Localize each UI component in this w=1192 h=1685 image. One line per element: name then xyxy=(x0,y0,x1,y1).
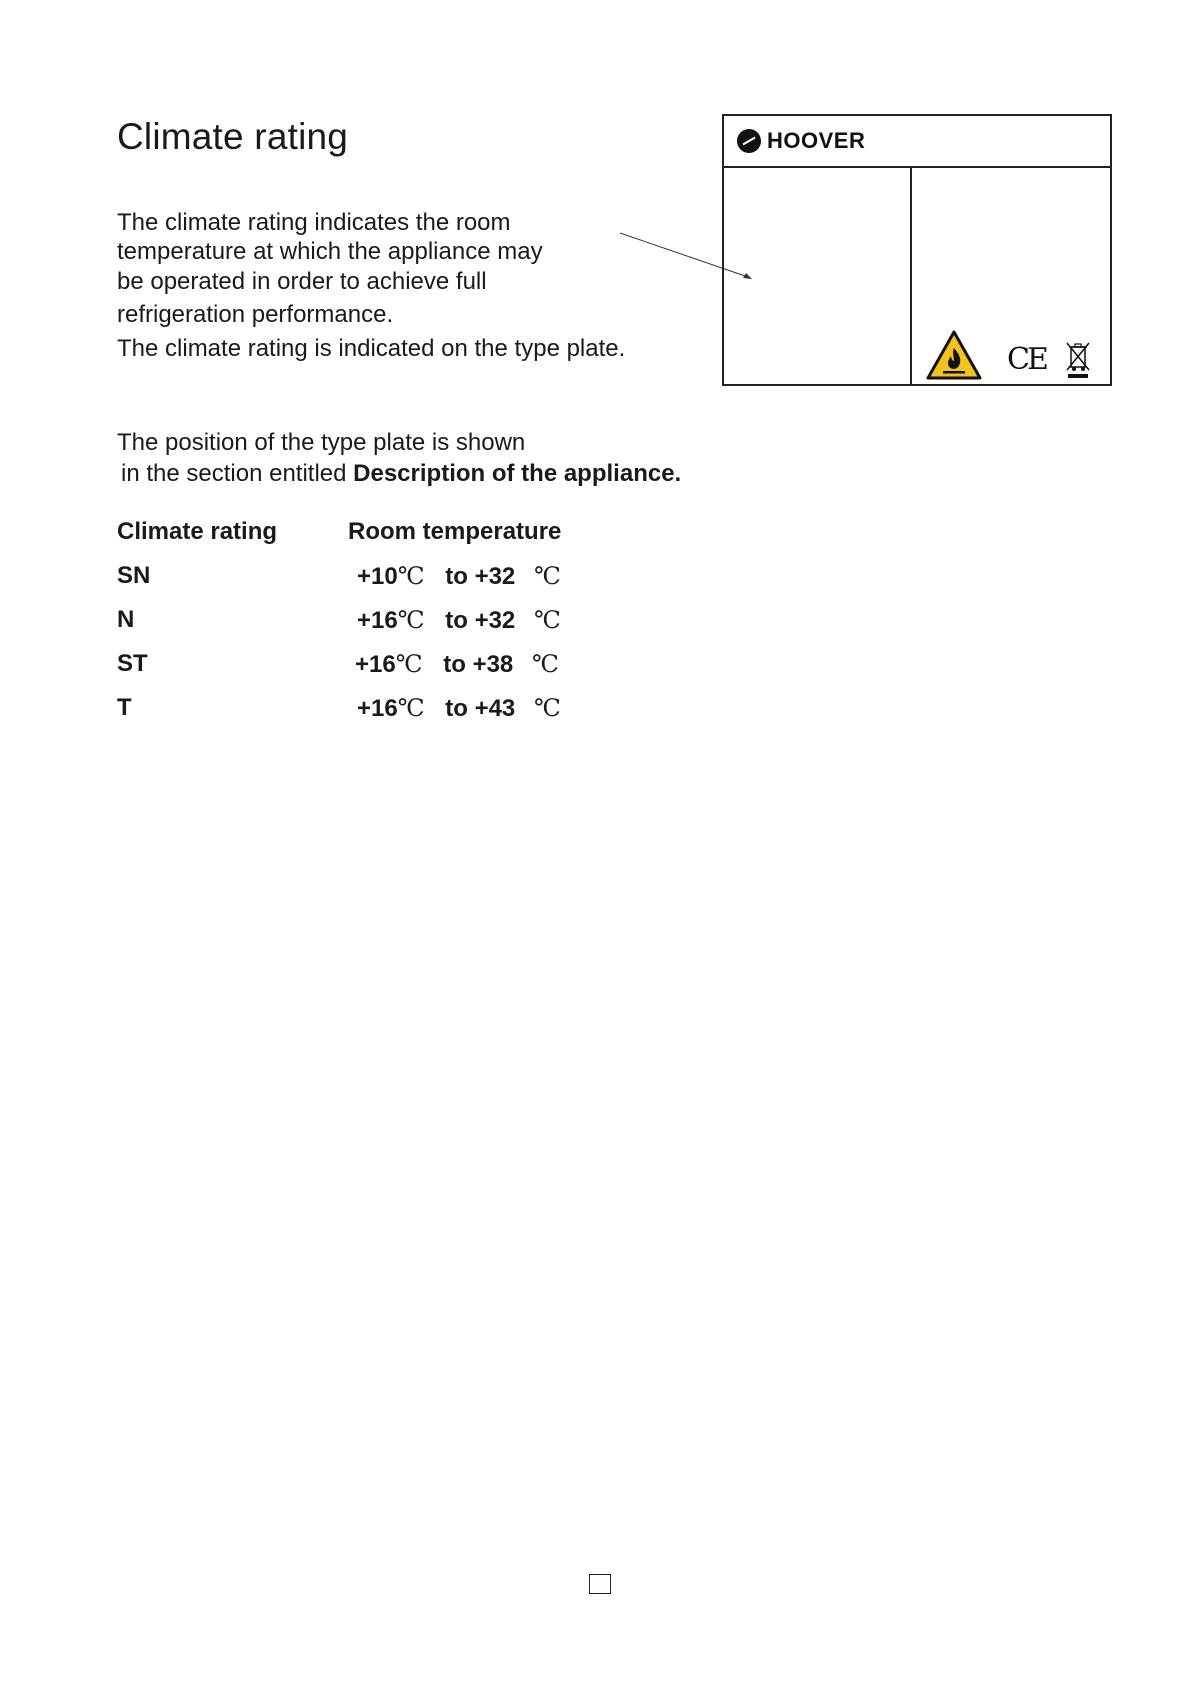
temp-to: to +32 xyxy=(445,607,516,634)
temp-range-t xyxy=(357,694,561,723)
rating-t: T xyxy=(117,694,132,721)
temp-from: +10 xyxy=(357,563,398,590)
intro-line-3: be operated in order to achieve full xyxy=(117,268,487,295)
celsius-unit: ℃ xyxy=(533,562,561,590)
celsius-unit: ℃ xyxy=(395,650,423,678)
table-header-temperature: Room temperature xyxy=(348,518,562,545)
rating-sn: SN xyxy=(117,562,151,589)
intro-line-2: temperature at which the appliance may xyxy=(117,238,543,265)
type-plate xyxy=(722,114,1112,386)
celsius-unit: ℃ xyxy=(397,694,425,722)
page-title: Climate rating xyxy=(117,116,349,157)
table-header-rating: Climate rating xyxy=(117,518,278,545)
hoover-emblem-icon xyxy=(737,129,761,153)
celsius-unit: ℃ xyxy=(533,694,561,722)
position-line-1: The position of the type plate is shown xyxy=(117,429,526,456)
intro-line-5: The climate rating is indicated on the type plate. xyxy=(117,335,626,362)
flammable-warning-icon xyxy=(926,330,982,380)
rating-st: ST xyxy=(117,650,148,677)
intro-line-1: The climate rating indicates the room xyxy=(117,209,511,236)
page-number-box xyxy=(589,1574,611,1594)
temp-range-n xyxy=(357,606,561,635)
celsius-unit: ℃ xyxy=(533,606,561,634)
rating-n: N xyxy=(117,606,135,633)
section-reference: Description of the appliance. xyxy=(353,460,682,487)
position-line-2 xyxy=(121,462,681,486)
temp-from: +16 xyxy=(355,651,396,678)
temp-to: to +43 xyxy=(445,695,516,722)
celsius-unit: ℃ xyxy=(397,606,425,634)
temp-range-st xyxy=(355,650,559,679)
ce-mark-icon: CE xyxy=(1007,342,1046,377)
celsius-unit: ℃ xyxy=(397,562,425,590)
intro-line-4: refrigeration performance. xyxy=(117,301,394,328)
temp-from: +16 xyxy=(357,607,398,634)
weee-bin-icon xyxy=(1064,340,1092,380)
type-plate-header xyxy=(724,116,1110,168)
temp-range-sn xyxy=(357,562,561,591)
celsius-unit: ℃ xyxy=(531,650,559,678)
hoover-brand-text: HOOVER xyxy=(767,128,866,153)
hoover-logo xyxy=(737,127,865,155)
position-line-2-text: in the section entitled xyxy=(121,460,354,487)
temp-to: to +32 xyxy=(445,563,516,590)
temp-from: +16 xyxy=(357,695,398,722)
type-plate-divider xyxy=(910,168,912,386)
temp-to: to +38 xyxy=(443,651,514,678)
